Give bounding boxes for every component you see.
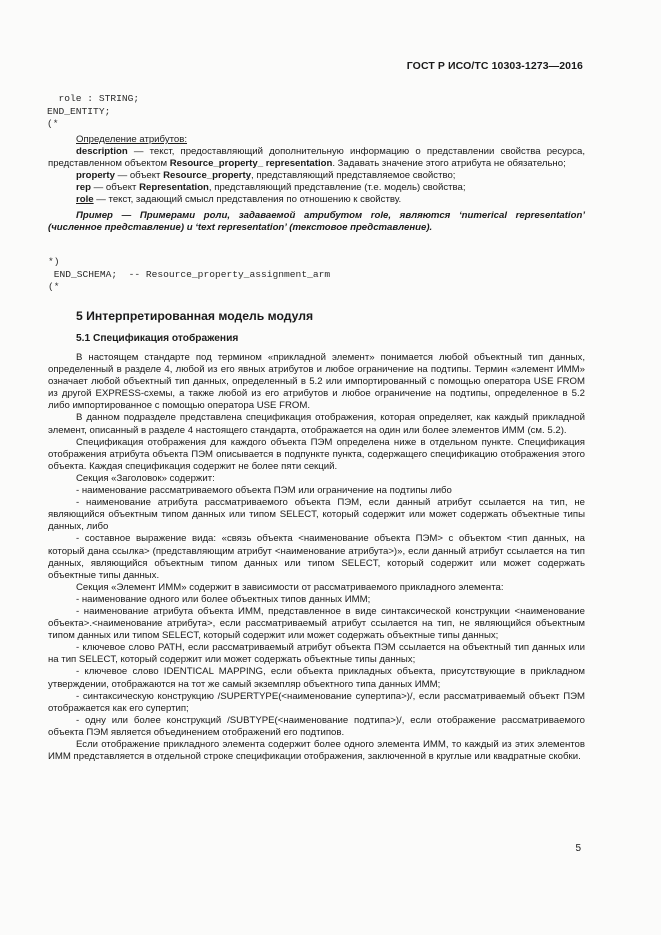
list-item: - составное выражение вида: «связь объекта <наименование объекта ПЭМ> с объектом <тип данных, на который дана ссылка> (представляющим атрибут <наименование атрибута>)», если данный атрибут ссылается на тип данных, являющийся объектным типом данных или типом SELECT, который содержит или может содержать объектные типы данных.	[48, 533, 585, 581]
section-title: 5 Интерпретированная модель модуля	[76, 309, 314, 323]
list-item: - ключевое слово PATH, если рассматриваемый атрибут объекта ПЭМ ссылается на объектный тип данных или на тип SELECT, который содержит или может содержать объектные типы данных;	[48, 642, 585, 666]
paragraph: Секция «Заголовок» содержит:	[76, 472, 215, 484]
code-line: END_SCHEMA; -- Resource_property_assignment_arm	[48, 268, 331, 280]
list-item: - ключевое слово IDENTICAL MAPPING, если объекта прикладных объекта, присутствующие в приkладном утверждении, отображаются на тот же самый экземпляр объектного типа данных ИММ;	[48, 666, 585, 690]
code-line: END_ENTITY;	[47, 105, 111, 117]
list-item: - наименование атрибута объекта ИММ, представленное в виде синтаксической конструкции <наименование объекта>.<наименование атрибута>, если рассматриваемый атрибут ссылается на тип, не являющийся объектным типом данных или типом SELECT, который содержит или может содержать объектные типы данных;	[48, 605, 585, 642]
example-note: Пример — Примерами роли, задаваемой атрибутом role, являются ‘numerical representation’ (численное представление) и ‘text representation’ (текстовое представление).	[48, 209, 585, 233]
list-item: - синтаксическую конструкцию /SUPERTYPE(<наименование супертипа>)/, если рассматриваемый объект ПЭМ отображается как его супертип;	[48, 690, 585, 714]
paragraph: В настоящем стандарте под термином «прикладной элемент» понимается любой объектный тип данных, определенный в разделе 4, любой из его явных атрибутов и любое ограничение на подтипы. Термин «элемент ИММ» означает любой объектный тип данных, определенный в 5.2 или импортированный с помощью оператора USE FROM из другой EXPRESS-схемы, а также любой из его атрибутов и любое ограничение на подтипы, определенное в 5.2 либо импортированное с помощью оператора USE FROM.	[48, 352, 585, 412]
code-line: role : STRING;	[47, 93, 140, 104]
code-line: *)	[48, 256, 60, 267]
attr-property: property — объект Resource_property, представляющий представляемое свойство;	[76, 170, 456, 182]
list-item: - наименование атрибута рассматриваемого объекта ПЭМ, если данный атрибут ссылается на тип, не являющийся объектным типом данных или типом SELECT, который содержит или может содержать объектные типы данных, либо	[48, 497, 585, 533]
subsection-title: 5.1 Спецификация отображения	[76, 333, 239, 344]
attr-rep: rep — объект Representation, представляющий представление (т.е. модель) свойства;	[76, 182, 466, 194]
main-text	[48, 352, 585, 763]
page-number: 5	[575, 843, 581, 854]
code-line: (*	[48, 281, 60, 292]
paragraph: В данном подразделе представлена спецификация отображения, которая определяет, как каждый прикладной элемент, описанный в разделе 4 настоящего стандарта, отображается на один или более элементов ИММ (см. 5.2).	[48, 412, 585, 436]
code-block-end-schema	[48, 256, 330, 294]
paragraph: Если отображение прикладного элемента содержит более одного элемента ИММ, то каждый из этих элементов ИММ представляется в отдельной строке спецификации отображения, заключенной в круглые или квадратные скобки.	[48, 739, 585, 763]
attr-description: description — текст, предоставляющий дополнительную информацию о представлении свойства ресурса, представленном объектом Resource_property_ representation. Задавать значение этого атрибута не обязательно;	[48, 146, 585, 170]
attribute-definitions	[48, 134, 585, 234]
paragraph: Секция «Элемент ИММ» содержит в зависимости от рассматриваемого прикладного элемента:	[76, 581, 504, 593]
code-block-top	[47, 93, 139, 131]
attributes-heading: Определение атрибутов:	[76, 134, 188, 145]
page-header: ГОСТ Р ИСО/ТС 10303-1273—2016	[406, 60, 583, 72]
list-item: - одну или более конструкций /SUBTYPE(<наименование подтипа>)/, если отображение рассматриваемого объекта ПЭМ является объединением отображений его подтипов.	[48, 714, 585, 738]
code-line: (*	[47, 118, 59, 129]
attr-role: role — текст, задающий смысл представления по отношению к свойству.	[76, 194, 402, 206]
list-item: - наименование рассматриваемого объекта ПЭМ или ограничение на подтипы либо	[76, 485, 452, 497]
paragraph: Спецификация отображения для каждого объекта ПЭМ определена ниже в отдельном пункте. Спецификация отображения атрибута объекта ПЭМ описывается в подпункте пункта, содержащего спецификацию отображения этого объекта. Каждая спецификация содержит не более пяти секций.	[48, 436, 585, 472]
list-item: - наименование одного или более объектных типов данных ИММ;	[76, 593, 371, 605]
